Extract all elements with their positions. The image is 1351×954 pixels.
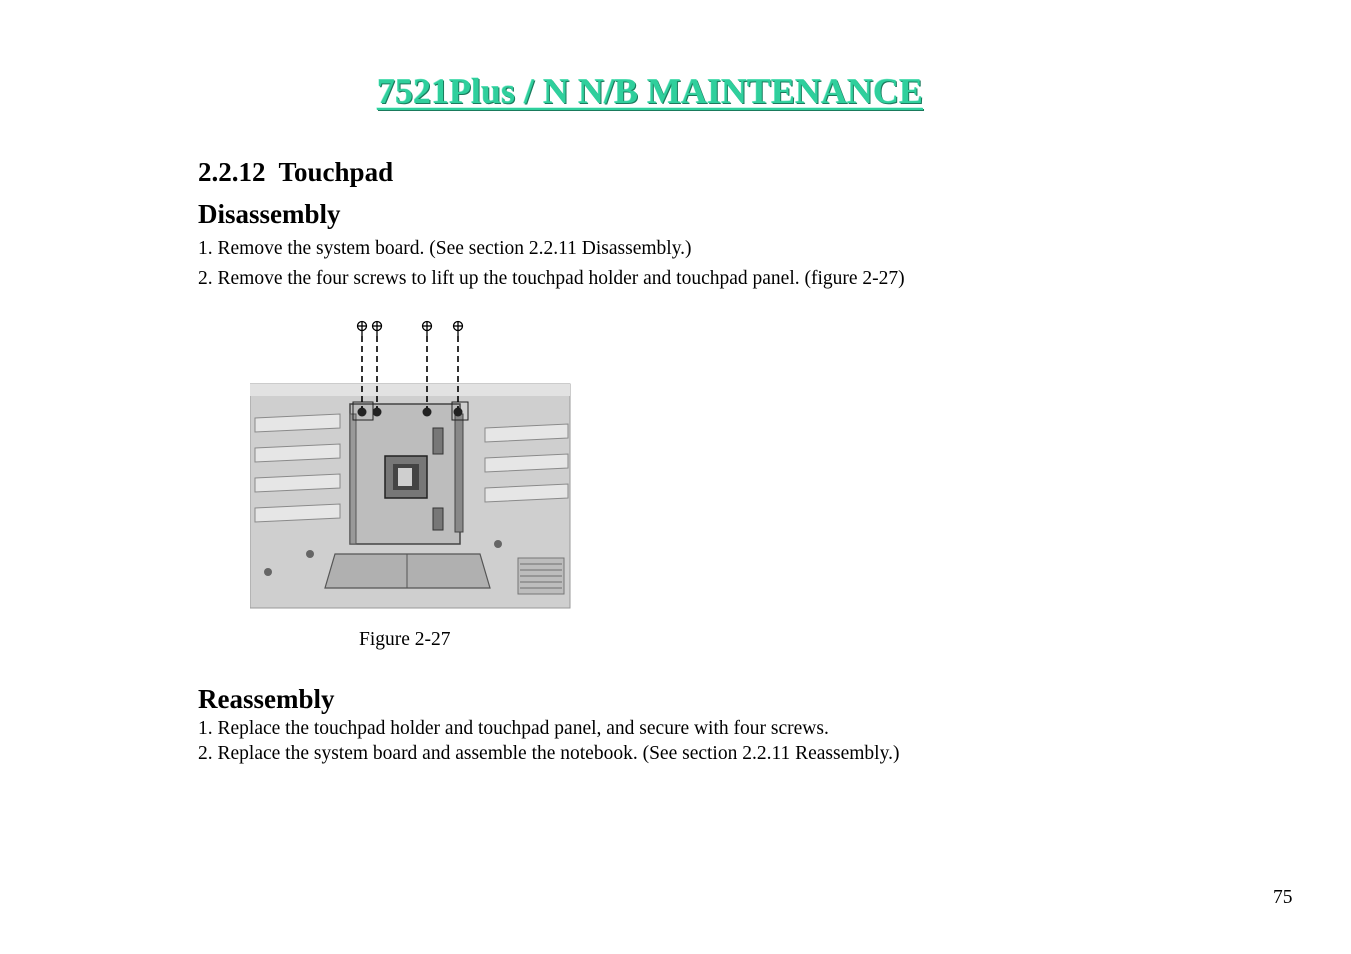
section-heading: 2.2.12 Touchpad bbox=[198, 157, 394, 187]
disassembly-step-1: 1. Remove the system board. (See section 2.2.11 Disassembly.) bbox=[198, 238, 692, 259]
disassembly-step-2: 2. Remove the four screws to lift up the touchpad holder and touchpad panel. (figure 2-27) bbox=[198, 268, 905, 289]
document-title: 7521Plus / N N/B MAINTENANCE bbox=[376, 71, 924, 111]
reassembly-step-1: 1. Replace the touchpad holder and touchpad panel, and secure with four screws. bbox=[198, 718, 829, 739]
page-number: 75 bbox=[1273, 887, 1293, 908]
reassembly-heading: Reassembly bbox=[198, 684, 335, 714]
reassembly-step-2: 2. Replace the system board and assemble the notebook. (See section 2.2.11 Reassembly.) bbox=[198, 743, 900, 764]
touchpad-figure bbox=[250, 318, 572, 610]
screw-icon bbox=[373, 322, 382, 337]
screw-icon bbox=[358, 322, 367, 337]
figure-caption: Figure 2-27 bbox=[359, 629, 451, 650]
disassembly-heading: Disassembly bbox=[198, 199, 341, 229]
screw-icon bbox=[423, 322, 432, 337]
touchpad-illustration bbox=[250, 318, 572, 610]
screw-icon bbox=[454, 322, 463, 337]
